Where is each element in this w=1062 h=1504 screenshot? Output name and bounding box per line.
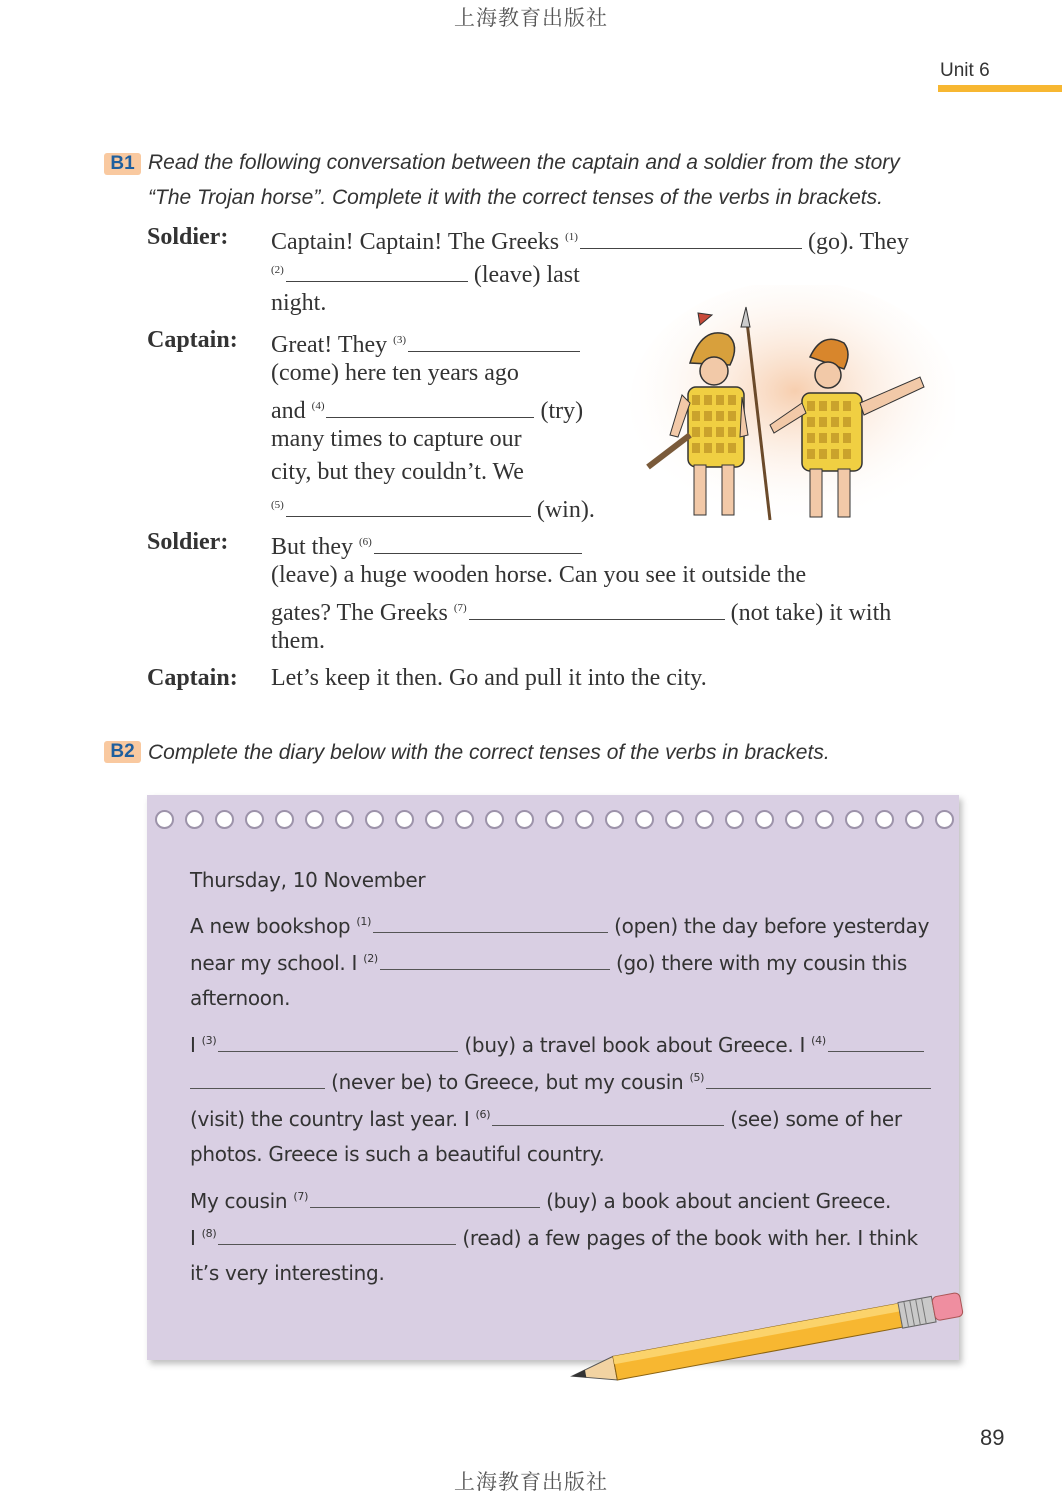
spiral-hole <box>725 810 744 829</box>
diary-line <box>190 1105 902 1131</box>
diary-line: it’s very interesting. <box>190 1261 385 1285</box>
speaker-soldier: Soldier: <box>147 529 229 555</box>
dialogue-line: city, but they couldn’t. We <box>271 459 524 485</box>
b2-instruction: Complete the diary below with the correct tenses of the verbs in brackets. <box>148 741 830 764</box>
diary-line: photos. Greece is such a beautiful country. <box>190 1142 605 1166</box>
diary-blank-7[interactable] <box>310 1187 540 1208</box>
diary-text: My cousin <box>190 1189 288 1213</box>
dialogue-text: (go). They <box>807 229 909 255</box>
diary-text: (see) some of her <box>730 1107 902 1131</box>
answer-blank-4[interactable] <box>326 395 534 418</box>
blank-number: (7) <box>293 1190 309 1204</box>
b1-instruction-line1: Read the following conversation between the captain and a soldier from the story <box>148 151 900 174</box>
diary-line <box>190 1068 931 1094</box>
spiral-hole <box>395 810 414 829</box>
spiral-hole <box>185 810 204 829</box>
diary-blank-8[interactable] <box>218 1224 456 1245</box>
speaker-captain: Captain: <box>147 327 238 353</box>
blank-number: (6) <box>475 1108 491 1122</box>
blank-number: (5) <box>271 499 284 511</box>
page-number: 89 <box>980 1425 1005 1450</box>
dialogue-line: night. <box>271 290 327 316</box>
diary-spiral-holes <box>155 810 955 832</box>
answer-blank-3[interactable] <box>408 329 580 352</box>
blank-number: (3) <box>393 334 406 346</box>
spiral-hole <box>485 810 504 829</box>
answer-blank-5[interactable] <box>286 494 531 517</box>
diary-blank-4[interactable] <box>828 1031 924 1052</box>
diary-line <box>190 949 907 975</box>
dialogue-text: Great! They <box>271 332 388 358</box>
dialogue-text: But they <box>271 534 353 560</box>
spiral-hole <box>575 810 594 829</box>
diary-text: (go) there with my cousin this <box>615 951 907 975</box>
blank-number: (4) <box>811 1034 826 1048</box>
trojan-soldiers-illustration <box>630 285 955 530</box>
spiral-hole <box>935 810 954 829</box>
unit-label: Unit 6 <box>940 60 990 81</box>
spiral-hole <box>155 810 174 829</box>
diary-blank-4-cont[interactable] <box>190 1068 325 1089</box>
dialogue-line: (leave) a huge wooden horse. Can you see it outside the <box>271 562 807 588</box>
spiral-hole <box>275 810 294 829</box>
blank-number: (8) <box>201 1227 217 1241</box>
speaker-captain: Captain: <box>147 665 238 691</box>
spiral-hole <box>875 810 894 829</box>
diary-blank-1[interactable] <box>373 912 608 933</box>
spiral-hole <box>785 810 804 829</box>
dialogue-line: them. <box>271 628 325 654</box>
diary-line <box>190 1224 918 1250</box>
spiral-hole <box>245 810 264 829</box>
spiral-hole <box>635 810 654 829</box>
diary-text: (never be) to Greece, but my cousin <box>331 1070 684 1094</box>
b2-badge: B2 <box>104 741 141 763</box>
answer-blank-2[interactable] <box>286 259 468 282</box>
dialogue-line: (come) here ten years ago <box>271 360 519 386</box>
diary-text: (visit) the country last year. I <box>190 1107 470 1131</box>
spiral-hole <box>545 810 564 829</box>
dialogue-text: (leave) last <box>473 262 580 288</box>
spiral-hole <box>845 810 864 829</box>
dialogue-line: Let’s keep it then. Go and pull it into the city. <box>271 665 707 691</box>
dialogue-line: many times to capture our <box>271 426 522 452</box>
diary-blank-6[interactable] <box>492 1105 724 1126</box>
blank-number: (4) <box>311 400 325 412</box>
dialogue-text: (try) <box>540 398 584 424</box>
spiral-hole <box>455 810 474 829</box>
dialogue-text: and <box>271 398 306 424</box>
diary-text: A new bookshop <box>190 914 351 938</box>
answer-blank-7[interactable] <box>469 597 725 620</box>
dialogue-text: Captain! Captain! The Greeks <box>271 229 560 255</box>
blank-number: (3) <box>201 1034 217 1048</box>
dialogue-text: (win). <box>536 497 595 523</box>
diary-line: afternoon. <box>190 986 291 1010</box>
dialogue-line <box>271 489 595 527</box>
dialogue-line <box>271 592 891 630</box>
publisher-footer: 上海教育出版社 <box>454 1470 608 1494</box>
diary-text: (read) a few pages of the book with her. I think <box>462 1226 918 1250</box>
diary-text: I <box>190 1226 196 1250</box>
spiral-hole <box>215 810 234 829</box>
dialogue-text: gates? The Greeks <box>271 600 448 626</box>
unit-accent-bar <box>938 85 1062 92</box>
spiral-hole <box>515 810 534 829</box>
blank-number: (2) <box>363 952 378 966</box>
diary-text: I <box>190 1033 196 1057</box>
spiral-hole <box>335 810 354 829</box>
diary-text: (buy) a book about ancient Greece. <box>546 1189 892 1213</box>
dialogue-text: (not take) it with <box>730 600 892 626</box>
blank-number: (6) <box>359 536 372 548</box>
diary-line <box>190 1031 924 1057</box>
spiral-hole <box>815 810 834 829</box>
diary-blank-3[interactable] <box>218 1031 458 1052</box>
b1-instruction-line2: “The Trojan horse”. Complete it with the correct tenses of the verbs in brackets. <box>148 186 883 209</box>
publisher-header: 上海教育出版社 <box>454 6 608 30</box>
diary-text: (open) the day before yesterday <box>614 914 930 938</box>
spiral-hole <box>905 810 924 829</box>
spiral-hole <box>365 810 384 829</box>
answer-blank-6[interactable] <box>374 531 582 554</box>
diary-line <box>190 912 929 938</box>
spiral-hole <box>605 810 624 829</box>
diary-line <box>190 1187 891 1213</box>
answer-blank-1[interactable] <box>580 226 802 249</box>
b1-badge: B1 <box>104 153 141 175</box>
spiral-hole <box>755 810 774 829</box>
blank-number: (1) <box>356 915 372 929</box>
blank-number: (5) <box>689 1071 705 1085</box>
blank-number: (1) <box>565 231 578 243</box>
diary-text: near my school. I <box>190 951 358 975</box>
spiral-hole <box>665 810 684 829</box>
diary-text: (buy) a travel book about Greece. I <box>464 1033 806 1057</box>
blank-number: (7) <box>453 602 467 614</box>
diary-blank-2[interactable] <box>380 949 610 970</box>
spiral-hole <box>425 810 444 829</box>
blank-number: (2) <box>271 264 284 276</box>
spiral-hole <box>305 810 324 829</box>
pencil-icon <box>562 1290 972 1385</box>
spiral-hole <box>695 810 714 829</box>
diary-blank-5[interactable] <box>706 1068 931 1089</box>
diary-date: Thursday, 10 November <box>190 868 426 892</box>
speaker-soldier: Soldier: <box>147 224 229 250</box>
